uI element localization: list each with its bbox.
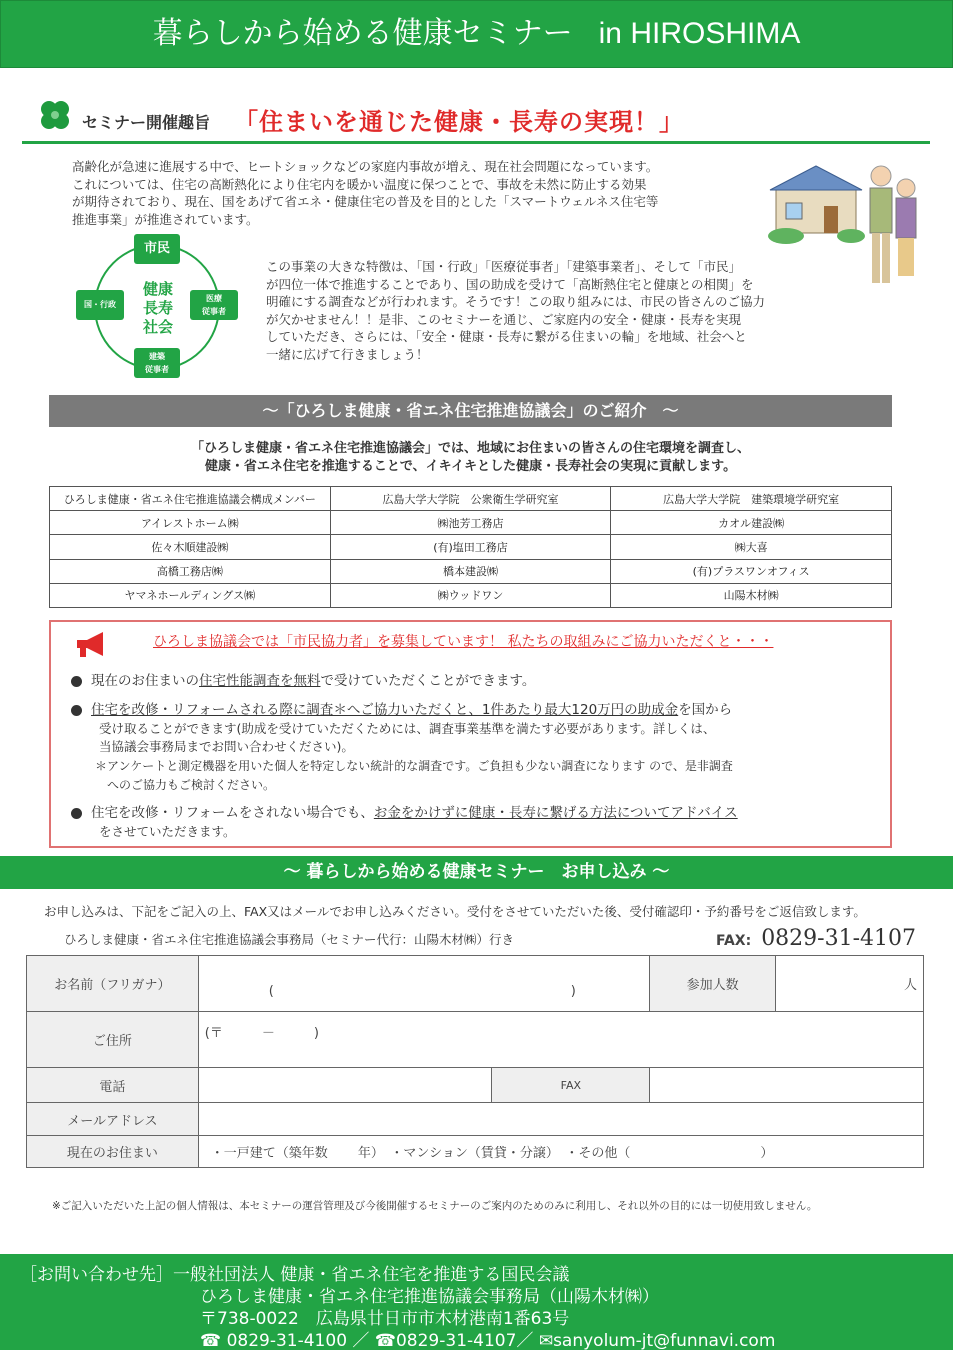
feature-line: 一緒に広げて行きましょう！	[266, 346, 429, 362]
count-unit: 人	[903, 978, 917, 993]
cycle-node-medical-line2: 従事者	[202, 307, 226, 316]
cycle-node-builders	[134, 348, 180, 378]
clover-icon	[38, 98, 72, 132]
email-label: メールアドレス	[27, 1103, 199, 1136]
recruit-box	[49, 620, 892, 848]
intro-line: が期待されており、現在、国をあげて省エネ・健康住宅の普及を目的とした「スマートウェルネス住宅等	[72, 194, 659, 209]
form-fax-label: FAX	[492, 1068, 650, 1103]
footer-phone-line: ☎ 0829-31-4100 ／ ☎0829-31-4107／ ✉sanyolum-jt@funnavi.com	[200, 1331, 776, 1350]
table-row	[50, 559, 892, 583]
table-cell: アイレストホーム㈱	[50, 511, 331, 535]
table-cell: 高橋工務店㈱	[50, 559, 331, 583]
cycle-center	[128, 280, 188, 337]
purpose-title: 「住まいを通じた健康・長寿の実現！」	[234, 108, 684, 136]
application-form	[26, 955, 924, 1168]
benefit-item	[71, 701, 861, 794]
table-cell: ヤマネホールディングス㈱	[50, 583, 331, 607]
cycle-diagram	[72, 232, 242, 382]
cycle-node-government: 国・行政	[76, 290, 124, 320]
fax-number: 0829-31-4107	[761, 926, 917, 951]
footer	[0, 1254, 953, 1350]
header-title-en: in HIROSHIMA	[598, 17, 801, 50]
council-description	[49, 440, 892, 476]
phone-label: 電話	[27, 1068, 199, 1103]
benefit-text: 住宅を改修・リフォームをされない場合でも、	[91, 805, 374, 821]
benefit-text: で受けていただくことができます。	[320, 673, 536, 689]
benefit-sub: 当協議会事務局までお問い合わせください)。	[99, 739, 354, 754]
footer-office-line: ひろしま健康・省エネ住宅推進協議会事務局（山陽木材㈱）	[200, 1287, 659, 1307]
postal-code: (〒 － )	[204, 1026, 319, 1041]
purpose-label: セミナー開催趣旨	[82, 113, 211, 132]
members-table	[49, 486, 892, 608]
table-row	[27, 1103, 924, 1136]
benefit-item	[71, 804, 861, 841]
feature-line: していただき、さらには、「安全・健康・長寿に繋がる住まいの輪」を地域、社会へと	[266, 329, 747, 344]
email-field[interactable]	[198, 1103, 923, 1136]
purpose-row	[22, 96, 930, 144]
cycle-node-medical-line1: 医療	[206, 294, 222, 303]
benefit-text: 現在のお住まいの	[91, 673, 199, 689]
phone-field[interactable]	[198, 1068, 492, 1103]
table-row	[27, 1012, 924, 1068]
benefit-underlined: 住宅性能調査を無料	[199, 673, 321, 689]
table-cell: 山陽木材㈱	[611, 583, 892, 607]
privacy-note: ※ご記入いただいた上記の個人情報は、本セミナーの運営管理及び今後開催するセミナーのご案内のためのみに利用し、それ以外の目的には一切使用致しません。	[52, 1200, 818, 1212]
table-row	[50, 511, 892, 535]
name-label: お名前（フリガナ）	[27, 956, 199, 1012]
bullet-icon	[71, 676, 82, 687]
table-cell: ひろしま健康・省エネ住宅推進協議会構成メンバー	[50, 487, 331, 511]
fax-line	[716, 926, 916, 951]
intro-text	[72, 158, 722, 228]
recruit-heading: ひろしま協議会では「市民協力者」を募集しています！ 私たちの取組みにご協力いただくと・・・	[153, 634, 774, 650]
header-band	[0, 0, 953, 68]
benefit-underlined: お金をかけずに健康・長寿に繋げる方法についてアドバイス	[373, 805, 738, 821]
benefit-text: (助成を受けていただくためには、調査事業基準を満たす必要があります。詳しくは、	[236, 721, 716, 736]
count-label: 参加人数	[650, 956, 776, 1012]
cycle-center-line: 社会	[142, 318, 173, 336]
count-field[interactable]	[776, 956, 924, 1012]
benefit-text: 受け取ることができます	[99, 721, 237, 736]
benefit-note: ＊アンケートと測定機器を用いた個人を特定しない統計的な調査です。ご負担も少ない調査になります ので、是非調査	[95, 759, 733, 773]
fax-label: FAX:	[716, 933, 752, 949]
housing-label: 現在のお住まい	[27, 1136, 199, 1168]
footer-address-line: 〒738-0022 広島県廿日市市木材港南1番63号	[200, 1309, 570, 1329]
name-field[interactable]	[198, 956, 649, 1012]
feature-line: 明確にする調査などが行われます。そうです！この取り組みには、市民の皆さんのご協力	[266, 294, 766, 309]
feature-line: この事業の大きな特徴は、「国・行政」「医療従事者」「建築事業者」、そして「市民」	[266, 259, 742, 274]
table-cell: カオル建設㈱	[611, 511, 892, 535]
council-desc-line: 「ひろしま健康・省エネ住宅推進協議会」では、地域にお住まいの皆さんの住宅環境を調査し、	[190, 441, 750, 456]
apply-heading: ～ 暮らしから始める健康セミナー お申し込み ～	[0, 856, 953, 889]
table-row	[50, 487, 892, 511]
table-cell: ㈱大喜	[611, 535, 892, 559]
table-row	[27, 1136, 924, 1168]
table-row	[50, 535, 892, 559]
benefit-sub	[91, 720, 861, 738]
address-label: ご住所	[27, 1012, 199, 1068]
table-cell: ㈱池芳工務店	[330, 511, 611, 535]
megaphone-icon	[73, 630, 109, 660]
intro-line: 高齢化が急速に進展する中で、ヒートショックなどの家庭内事故が増え、現在社会問題になっています。	[72, 159, 659, 174]
table-row	[27, 1068, 924, 1103]
council-desc-line: 健康・省エネ住宅を推進することで、イキイキとした健康・長寿社会の実現に貢献します。	[204, 459, 737, 474]
cycle-center-line: 健康	[142, 280, 173, 298]
cycle-node-builders-line2: 従事者	[145, 365, 169, 374]
bullet-icon	[71, 705, 82, 716]
benefit-note: へのご協力もご検討ください。	[107, 778, 276, 792]
intro-line: 推進事業」が推進されています。	[72, 211, 259, 227]
apply-note: お申し込みは、下記をご記入の上、FAX又はメールでお申し込みください。受付をさせていただいた後、受付確認印・予約番号をご返信致します。	[44, 904, 866, 919]
cycle-node-citizens: 市民	[134, 234, 180, 264]
benefit-text: を国から	[678, 702, 733, 718]
table-cell: (有)プラスワンオフィス	[611, 559, 892, 583]
benefit-underlined: 住宅を改修・リフォームされる際に調査＊へご協力いただくと、1件あたり最大120万円の助成金	[91, 702, 679, 718]
feature-text	[266, 258, 826, 363]
bullet-icon	[71, 808, 82, 819]
cycle-node-medical	[190, 290, 238, 320]
table-cell: 佐々木順建設㈱	[50, 535, 331, 559]
fax-field[interactable]	[650, 1068, 924, 1103]
cycle-node-builders-line1: 建築	[149, 352, 165, 361]
table-cell: 広島大学大学院 公衆衛生学研究室	[330, 487, 611, 511]
feature-line: が欠かせません！！是非、このセミナーを通じ、ご家庭内の安全・健康・長寿を実現	[266, 311, 742, 327]
council-heading: ～「ひろしま健康・省エネ住宅推進協議会」のご紹介 ～	[49, 395, 892, 427]
table-row	[50, 583, 892, 607]
name-paren-open: (	[268, 984, 274, 999]
benefit-sub: をさせていただきます。	[99, 824, 236, 839]
table-cell: 広島大学大学院 建築環境学研究室	[611, 487, 892, 511]
office-line: ひろしま健康・省エネ住宅推進協議会事務局（セミナー代行：山陽木材㈱）行き	[64, 932, 515, 947]
cycle-center-line: 長寿	[142, 299, 173, 317]
address-field[interactable]	[198, 1012, 923, 1068]
feature-line: が四位一体で推進することであり、国の助成を受けて「高断熱住宅と健康との相関」を	[266, 276, 754, 292]
header-title: 暮らしから始める健康セミナー	[152, 16, 573, 51]
recruit-body	[71, 672, 861, 851]
table-row	[27, 956, 924, 1012]
table-cell: ㈱ウッドワン	[330, 583, 611, 607]
table-cell: (有)塩田工務店	[330, 535, 611, 559]
intro-line: これについては、住宅の高断熱化により住宅内を暖かい温度に保つことで、事故を未然に防止する効果	[72, 176, 647, 192]
table-cell: 橋本建設㈱	[330, 559, 611, 583]
housing-options[interactable]: ・一戸建て（築年数 年） ・マンション（賃貸・分譲） ・その他（ ）	[198, 1136, 923, 1168]
footer-contact-line: ［お問い合わせ先］一般社団法人 健康・省エネ住宅を推進する国民会議	[20, 1265, 570, 1285]
benefit-item	[71, 672, 861, 691]
name-paren-close: )	[570, 984, 576, 999]
